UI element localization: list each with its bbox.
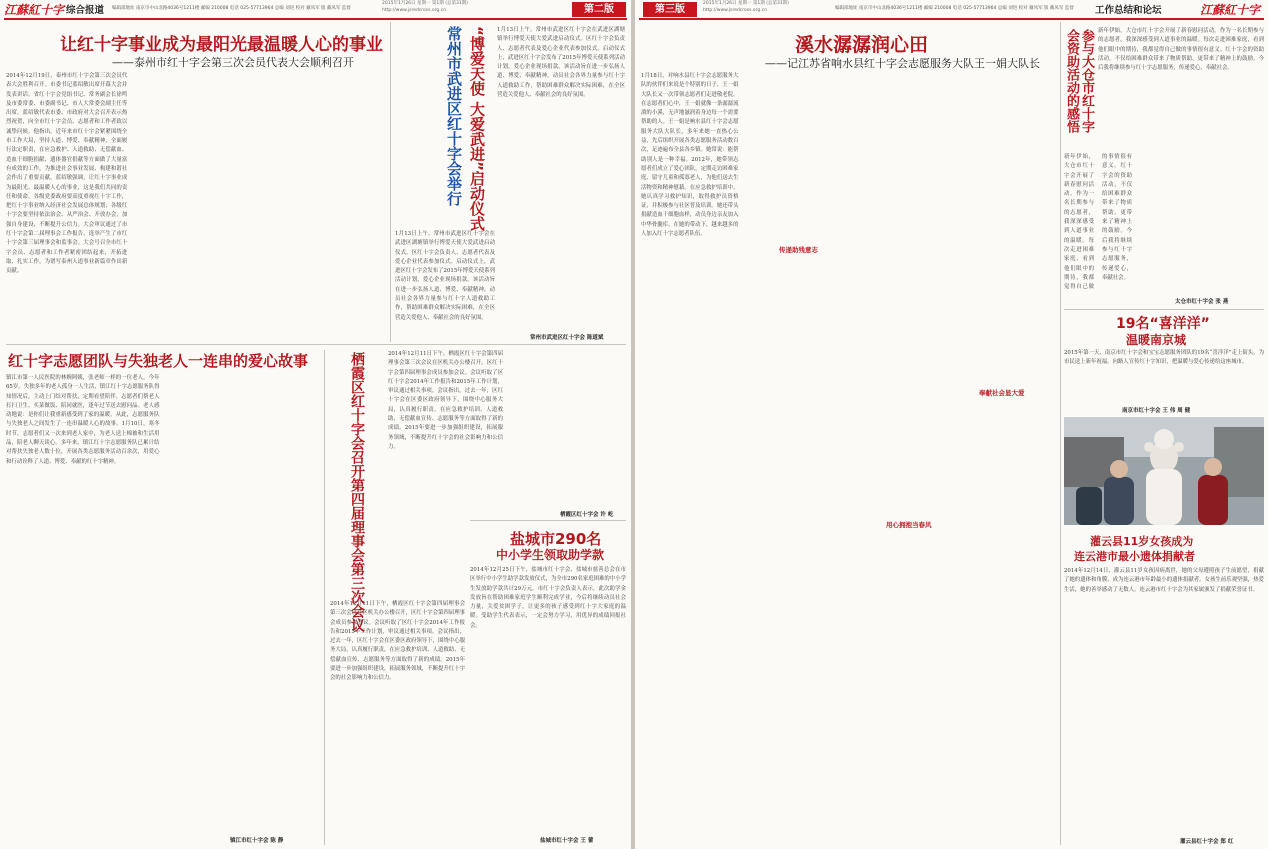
edition-tag: 第三版 — [643, 2, 697, 17]
changzhou-byline: 常州市武进区红十字会 陈道斌 — [530, 335, 604, 341]
salt-headline-2: 中小学生领取助学款 — [496, 548, 605, 562]
sidebar-article-body-2: 新年伊始，大仓市红十字会开展了新春慰问活动。作为一名长期参与的志愿者，我深深感受到人道事业的温暖。每次走进困难家庭，看到他们眼中的期待，我都觉得自己做的事情很有意义。红十字会的资助活动，不仅给困难群众带来了物质帮助，更带来了精神上的鼓励。今后我将继续参与红十字志愿服务，传递爱心，奉献社会。 — [1064, 154, 1132, 291]
xiyangyang-article-body: 2015年第一天，南京市红十字会和宝宝志愿服务团队的19名“喜洋洋”走上街头，为市民送上新年祝福，向路人宣传红十字知识，把温暖与爱心传递给这座城市。 — [1064, 350, 1264, 366]
guanyun-headline-2: 连云港市最小遗体捐献者 — [1074, 550, 1195, 563]
editorial-meta: 编辑部地址 南京市中山北路4036号1211楼 邮编 210008 电话 025-57713964 总编 刘进 校对 戴凤军 版 戴凤军 监督 — [835, 6, 1074, 11]
volunteer-article-body: 镇江市第一人民医院的林婉阿姨，张老师一样的一位老人，今年65岁。失独多年的老人孤身一人生活，镇江红十字志愿服务队得知情况后，主动上门结对帮扶，定期看望陪伴。志愿者们帮老人打扫卫生、买菜做饭、陪同就医，逢年过节送去慰问品。老人感动地说：是你们让我重新感受到了家的温暖。从此，志愿服务队与失独老人之间发生了一连串温暖人心的故事。1月10日，寒冬时节，志愿者们又一次来到老人家中，为老人送上棉被和生活用品，陪老人聊天谈心。多年来，镇江红十字志愿服务队已累计结对帮扶失独老人数十位，开展各类志愿服务活动百余次，用爱心和行动诠释了人道、博爱、奉献的红十字精神。 — [6, 375, 160, 465]
section-name: 综合报道 — [66, 5, 105, 16]
editorial-meta: 编辑部地址 南京市中山北路4036号1211楼 邮编 210008 电话 025-57713964 总编 刘进 校对 戴凤军 版 戴凤军 监督 — [112, 6, 351, 11]
page-right-header — [635, 0, 1268, 18]
lead-article-body: 1月18日，对响水县红十字会志愿服务大队的伙伴们来说是个特别的日子，王一娟大队长又一次带领志愿者们走进敬老院。在志愿者们心中，王一娟就像一条潺潺流淌的小溪，无声地滋润着身边每一个需要帮助的人。王一娟是响水县红十字会志愿服务大队大队长，多年来她一直热心公益，先后组织开展各类志愿服务活动数百次，足迹遍布全县各乡镇。她常说：能帮助别人是一种幸福。2012年，她带领志愿者们成立了爱心团队，定期走访困难家庭、留守儿童和孤寡老人，为他们送去生活物资和精神慰藉。在应急救护培训中，她认真学习救护知识，取得救护员资格证，并积极参与社区普及培训。她还带头捐献造血干细胞血样，动员身边亲友加入中华骨髓库。在她的带动下，越来越多的人加入红十字志愿者队伍。 — [641, 73, 739, 238]
volunteer-headline: 红十字志愿团队与失独老人一连串的爱心故事 — [8, 352, 309, 370]
salt-article-body: 2014年12月25日下午，盐城市红十字会、盐城市慈善总会在市区举行中小学生助学款发放仪式，为全市290名家庭困难的中小学生发放助学款共计29万元。市红十字会负责人表示，此次助学金发放旨在帮助困难家庭学生顺利完成学业，今后将继续动员社会力量，关爱贫困学子，让更多的孩子感受到红十字大家庭的温暖。受助学生代表表示，一定会努力学习，用优异的成绩回报社会。 — [470, 567, 626, 629]
qixia-article-body: 2014年12月11日下午，栖霞区红十字会第四届理事会第三次会议在区机关办公楼召开，区红十字会第四届理事会成员参加会议。会议听取了区红十字会2014年工作报告和2015年工作计划，审议通过相关事项。会议指出，过去一年，区红十字会在区委区政府领导下，围绕中心服务大局，认真履行职责，在应急救护培训、人道救助、无偿献血宣传、志愿服务等方面取得了新的成绩。2015年要进一步加强组织建设，拓展服务领域，不断提升红十字会的社会影响力和公信力。 — [388, 351, 503, 450]
guanyun-headline: 灌云县11岁女孩成为 — [1090, 535, 1194, 548]
website-url: http://www.jsredcross.org.cn — [703, 8, 768, 13]
divider — [470, 520, 626, 521]
lead-subheadline: ——记江苏省响水县红十字会志愿服务大队王一娟大队长 — [765, 57, 1040, 70]
xiyangyang-headline-2: 温暖南京城 — [1126, 333, 1187, 347]
article-subhead: 传递助残意志 — [773, 245, 824, 254]
changzhou-headline-2: “博爱天使 大爱武进”启动仪式 — [468, 26, 486, 231]
divider — [330, 344, 626, 345]
qixia-headline: 栖霞区红十字会召开第四届理事会第三次会议 — [349, 352, 365, 632]
xiyangyang-headline: 19名“喜洋洋” — [1116, 316, 1210, 332]
header-rule — [639, 18, 1264, 20]
qixia-article-body-2: 2014年12月11日下午，栖霞区红十字会第四届理事会第三次会议在区机关办公楼召开，区红十字会第四届理事会成员参加会议。会议听取了区红十字会2014年工作报告和2015年工作计划，审议通过相关事项。会议指出，过去一年，区红十字会在区委区政府领导下，围绕中心服务大局，认真履行职责，在应急救护培训、人道救助、无偿献血宣传、志愿服务等方面取得了新的成绩。2015年要进一步加强组织建设，拓展服务领域，不断提升红十字会的社会影响力和公信力。 — [330, 601, 465, 682]
article-subhead: 用心拥抱当春风 — [880, 520, 938, 529]
issue-date: 2015年1月26日 星期一 第1期 (总第31期) — [382, 1, 468, 6]
article-subhead: 奉献社会显大爱 — [973, 388, 1031, 397]
qixia-byline: 栖霞区红十字会 许 屹 — [560, 512, 614, 518]
volunteers-photo — [1064, 417, 1264, 525]
masthead-logo: 江蘇紅十字 — [1200, 3, 1261, 17]
issue-date: 2015年1月26日 星期一 第1期 (总第31期) — [703, 1, 789, 6]
page-left-header — [0, 0, 631, 18]
header-rule — [4, 18, 627, 20]
sidebar-headline: 参与大仓市红十字会资助活动的感悟 — [1064, 29, 1094, 133]
page-left — [0, 0, 631, 849]
sidebar-article-body: 新年伊始，大仓市红十字会开展了新春慰问活动。作为一名长期参与的志愿者，我深深感受到人道事业的温暖。每次走进困难家庭，看到他们眼中的期待，我都觉得自己做的事情很有意义。红十字会的资助活动，不仅给困难群众带来了物质帮助，更带来了精神上的鼓励。今后我将继续参与红十字志愿服务，传递爱心，奉献社会。 — [1098, 28, 1264, 72]
changzhou-headline: 常州市武进区红十字会举行 — [445, 26, 463, 206]
guanyun-byline: 灌云县红十字会 郑 红 — [1180, 839, 1234, 845]
edition-tag: 第二版 — [572, 2, 626, 17]
sidebar — [1060, 21, 1268, 849]
sidebar-byline: 太仓市红十字会 张 燕 — [1175, 299, 1229, 305]
volunteers-photo-art — [1064, 417, 1264, 525]
guanyun-article-body: 2014年12月14日，灌云县11岁女孩因病离世，她的父母遵照孩子生前愿望，捐献了她的遗体和角膜，成为连云港市年龄最小的遗体捐献者。女孩生前乐观坚强，热爱生活，她的善举感动了无数人。连云港市红十字会为其家属颁发了捐献荣誉证书。 — [1064, 568, 1264, 593]
volunteer-byline: 镇江市红十字会 陈 静 — [230, 838, 284, 844]
divider — [324, 350, 325, 845]
changzhou-article-body: 1月13日上午，常州市武进区红十字会在武进区湖塘镇举行博爱天使大爱武进启动仪式。区红十字会负责人、志愿者代表及爱心企业代表参加仪式。启动仪式上，武进区红十字会发布了2015年博爱天使系列活动计划，爱心企业现场捐款。该活动旨在进一步弘扬人道、博爱、奉献精神，动员社会各界力量参与红十字人道救助工作，帮助困难群众解决实际困难，在全区营造关爱他人、奉献社会的良好氛围。 — [497, 27, 625, 99]
lead-article-body: 2014年12月19日，泰州市红十字会第三次会员代表大会胜利召开。市委书记蓝绍敏出席开幕大会并发表讲话。省红十字会党组书记、常务副会长徐鸣及市委常委、市委副书记、市人大常委会副主任等出席。蓝绍敏代表市委、市政府对大会召开表示热烈祝贺，向全市红十字会员、志愿者和工作者致以诚挚问候。他指出，近年来市红十字会紧紧围绕全市工作大局，坚持人道、博爱、奉献精神，全面履行法定职责，在应急救护、人道救助、无偿献血、造血干细胞捐献、遗体器官捐献等方面做了大量富有成效的工作，为推进社会事业发展、构建和谐社会作出了重要贡献。蓝绍敏强调，让红十字事业成为最阳光、最温暖人心的事业，这是我们共同的责任和使命。各级党委政府要高度重视红十字工作，把红十字事业纳入经济社会发展总体规划；各级红十字会要坚持依法治会、从严治会、开放办会，加强自身建设，不断提升公信力。大会审议通过了市红十字会第二届理事会工作报告，选举产生了市红十字会第三届理事会和监事会。大会号召全市红十字会员、志愿者和工作者紧密团结起来，开拓进取、扎实工作，为谱写泰州人道事业新篇章作出新贡献。 — [6, 73, 128, 275]
website-url: http://www.jsredcross.org.cn — [382, 8, 447, 13]
section-name: 工作总结和论坛 — [1095, 5, 1162, 16]
divider — [1064, 309, 1264, 310]
divider — [390, 22, 391, 342]
salt-byline: 盐城市红十字会 王 蕾 — [540, 838, 594, 844]
changzhou-article-body-2: 1月13日上午，常州市武进区红十字会在武进区湖塘镇举行博爱天使大爱武进启动仪式。区红十字会负责人、志愿者代表及爱心企业代表参加仪式。启动仪式上，武进区红十字会发布了2015年博爱天使系列活动计划，爱心企业现场捐款。该活动旨在进一步弘扬人道、博爱、奉献精神，动员社会各界力量参与红十字人道救助工作，帮助困难群众解决实际困难，在全区营造关爱他人、奉献社会的良好氛围。 — [395, 231, 495, 321]
lead-subheadline: ——泰州市红十字会第三次会员代表大会顺利召开 — [112, 56, 354, 69]
masthead-logo: 江蘇紅十字 — [4, 3, 65, 17]
lead-headline: 让红十字事业成为最阳光最温暖人心的事业 — [60, 35, 383, 55]
divider — [6, 344, 386, 345]
xiyangyang-byline: 南京市红十字会 王 伟 周 健 — [1122, 408, 1191, 414]
lead-headline: 溪水潺潺润心田 — [795, 34, 929, 56]
salt-headline: 盐城市290名 — [510, 530, 602, 548]
